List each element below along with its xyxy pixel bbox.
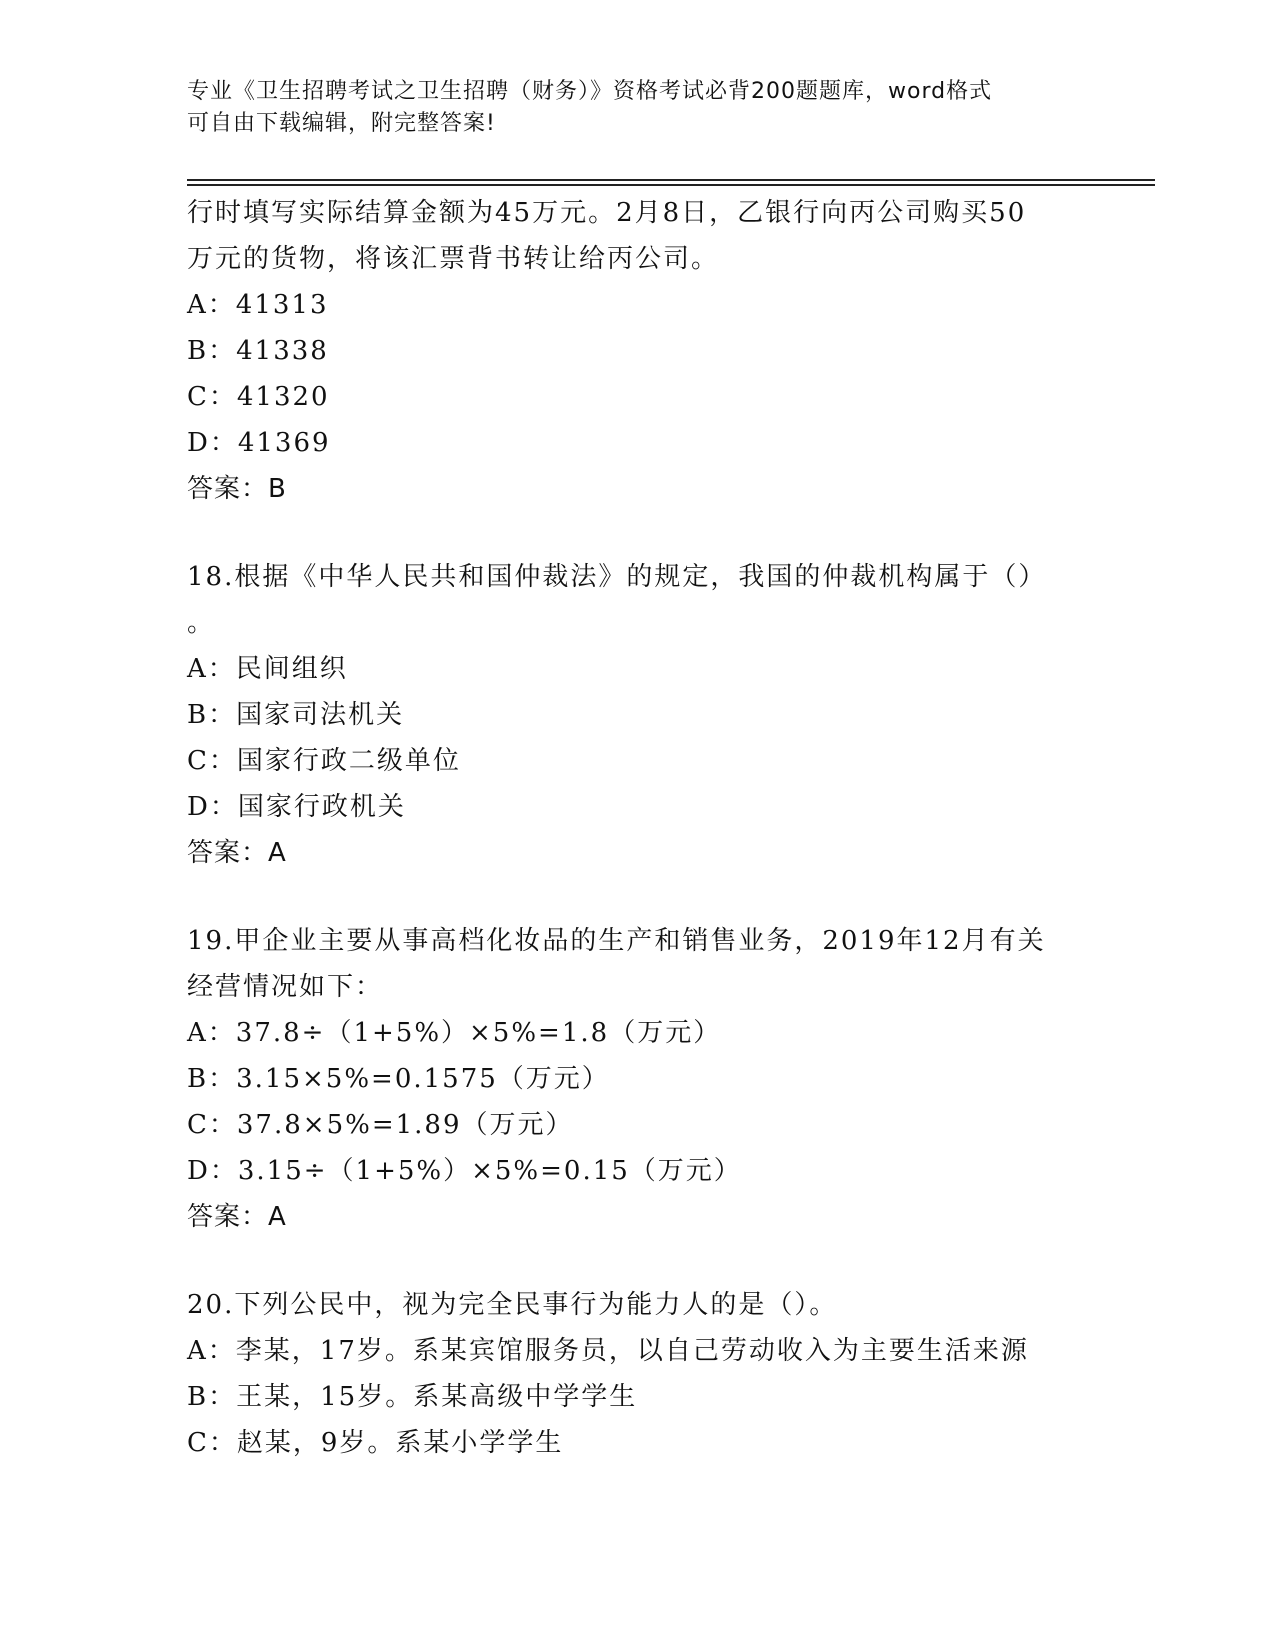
question-19	[187, 918, 1087, 1240]
header-title-line-1: 专业《卫生招聘考试之卫生招聘（财务）》资格考试必背200题题库，word格式	[187, 79, 993, 104]
option-b: B：3.15×5%=0.1575（万元）	[187, 1064, 610, 1094]
question-text-line: 万元的货物，将该汇票背书转让给丙公司。	[187, 244, 720, 274]
option-b: B：王某，15岁。系某高级中学学生	[187, 1382, 638, 1412]
option-c: C：41320	[187, 382, 330, 412]
question-text-line: 。	[187, 608, 216, 638]
question-text-line: 经营情况如下：	[187, 972, 384, 1002]
option-b: B：41338	[187, 336, 329, 366]
header-rule-top	[187, 179, 1155, 181]
document-header	[187, 76, 1067, 140]
option-c: C：37.8×5%=1.89（万元）	[187, 1110, 574, 1140]
document-body	[187, 190, 1087, 1466]
header-title-line-2: 可自由下载编辑，附完整答案!	[187, 111, 496, 136]
question-text-line: 行时填写实际结算金额为45万元。2月8日，乙银行向丙公司购买50	[187, 198, 1027, 228]
option-a: A：37.8÷（1+5%）×5%=1.8（万元）	[187, 1018, 722, 1048]
question-text-line: 20.下列公民中，视为完全民事行为能力人的是（）。	[187, 1290, 838, 1320]
question-17-continuation	[187, 190, 1087, 512]
option-b: B：国家司法机关	[187, 700, 405, 730]
option-a: A：李某，17岁。系某宾馆服务员，以自己劳动收入为主要生活来源	[187, 1336, 1029, 1366]
spacer	[187, 512, 1087, 554]
option-d: D：41369	[187, 428, 331, 458]
header-rule-bottom	[187, 184, 1155, 186]
option-c: C：国家行政二级单位	[187, 746, 461, 776]
answer-label: 答案：A	[187, 838, 287, 868]
option-d: D：国家行政机关	[187, 792, 406, 822]
option-a: A：民间组织	[187, 654, 348, 684]
question-text-line: 19.甲企业主要从事高档化妆品的生产和销售业务，2019年12月有关	[187, 926, 1046, 956]
option-c: C：赵某，9岁。系某小学学生	[187, 1428, 564, 1458]
option-a: A：41313	[187, 290, 329, 320]
question-20	[187, 1282, 1087, 1466]
option-d: D：3.15÷（1+5%）×5%=0.15（万元）	[187, 1156, 742, 1186]
spacer	[187, 876, 1087, 918]
answer-label: 答案：A	[187, 1202, 287, 1232]
answer-label: 答案：B	[187, 474, 287, 504]
spacer	[187, 1240, 1087, 1282]
question-text-line: 18.根据《中华人民共和国仲裁法》的规定，我国的仲裁机构属于（）	[187, 562, 1047, 592]
question-18	[187, 554, 1087, 876]
